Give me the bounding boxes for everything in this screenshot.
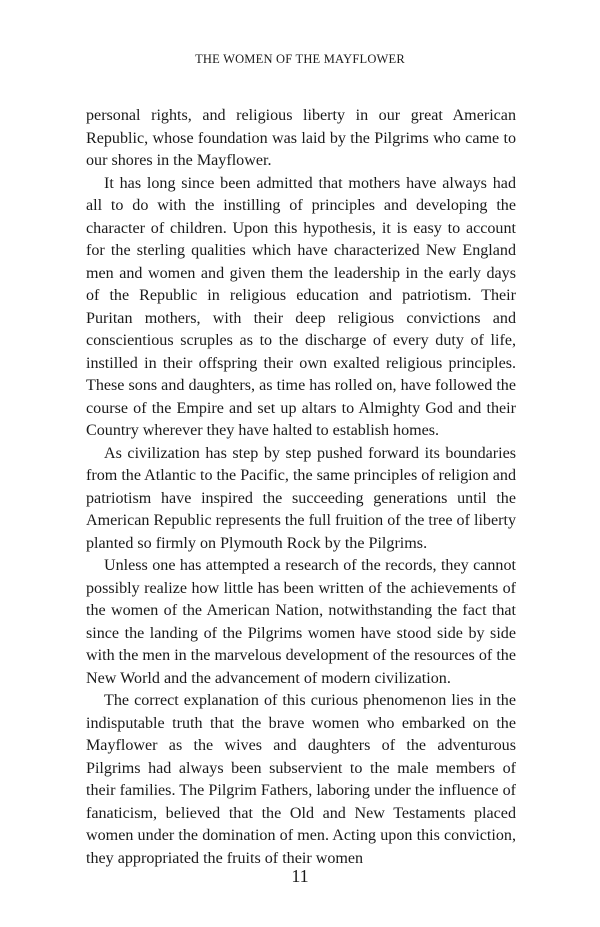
running-header: THE WOMEN OF THE MAYFLOWER	[195, 52, 405, 66]
paragraph: As civilization has step by step pushed forward its boundaries from the Atlantic to the Pacific, the same principles of religion and patriotism have inspired the succeeding generations until the American Republic represents the full fruition of the tree of liberty planted so firmly on Plymouth Rock by the Pilgrims.	[86, 444, 516, 552]
body-text	[86, 105, 516, 870]
paragraph: It has long since been admitted that mothers have always had all to do with the instilling of principles and developing the character of children. Upon this hypothesis, it is easy to account for the sterling qualities which have characterized New England men and women and given them the leadership in the early days of the Republic in religious education and patriotism. Their Puritan mothers, with their deep religious convictions and conscientious scruples as to the discharge of every duty of life, instilled in their offspring their own exalted religious principles. These sons and daughters, as time has rolled on, have followed the course of the Empire and set up altars to Almighty God and their Country wherever they have halted to establish homes.	[86, 174, 516, 439]
paragraph: The correct explanation of this curious phenomenon lies in the indisputable truth that the brave women who embarked on the Mayflower as the wives and daughters of the adventurous Pilgrims had always been subservient to the male members of their families. The Pilgrim Fathers, laboring under the influence of fanaticism, believed that the Old and New Testaments placed women under the domination of men. Acting upon this conviction, they appropriated the fruits of their women	[86, 692, 516, 867]
page-number: 11	[291, 866, 309, 886]
paragraph: Unless one has attempted a research of the records, they cannot possibly realize how little has been written of the achievements of the women of the American Nation, notwithstanding the fact that since the landing of the Pilgrims women have stood side by side with the men in the marvelous development of the resources of the New World and the advancement of modern civilization.	[86, 557, 516, 687]
paragraph-continued: personal rights, and religious liberty in our great American Republic, whose foundation was laid by the Pilgrims who came to our shores in the Mayflower.	[86, 107, 516, 169]
